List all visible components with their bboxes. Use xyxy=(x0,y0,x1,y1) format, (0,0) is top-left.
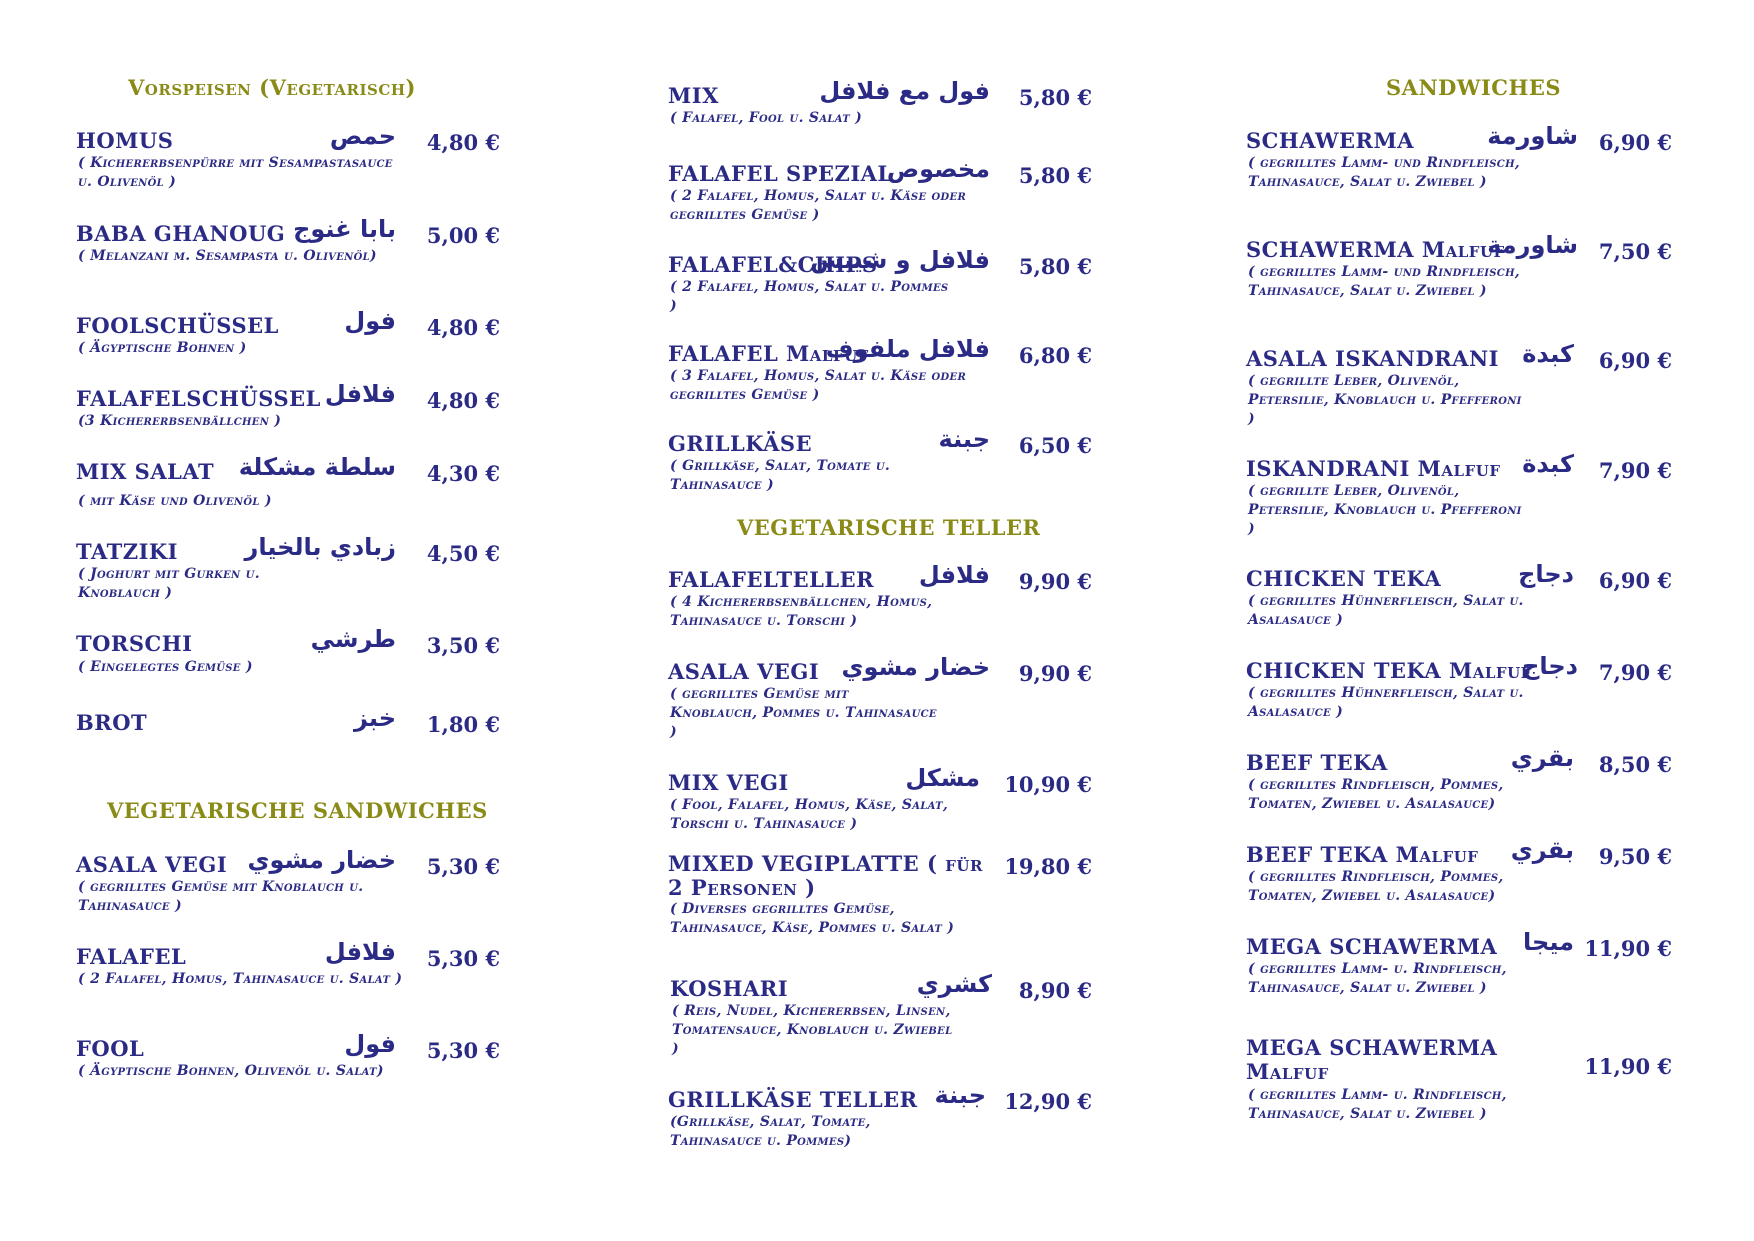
item-price: 5,80 € xyxy=(1018,85,1092,110)
item-description: ( gegrilltes Lamm- und Rindfleisch, Tahinasauce, Salat u. Zwiebel ) xyxy=(1248,155,1520,190)
item-description: ( Grillkäse, Salat, Tomate u. Tahinasauce ) xyxy=(670,458,891,493)
item-name: HOMUS xyxy=(76,128,174,153)
item-price: 8,50 € xyxy=(1598,752,1672,777)
item-name: ASALA VEGI xyxy=(668,659,820,684)
item-price: 6,90 € xyxy=(1598,348,1672,373)
item-price: 6,90 € xyxy=(1598,130,1672,155)
item-name: MEGA SCHAWERMA Malfuf xyxy=(1246,1035,1498,1084)
item-price: 4,50 € xyxy=(426,541,500,566)
item-description: ( 3 Falafel, Homus, Salat u. Käse oder gegrilltes Gemüse ) xyxy=(670,368,967,403)
item-name: FALAFEL&CHIPS xyxy=(668,252,878,277)
item-arabic-name: مخصوص xyxy=(886,155,990,183)
item-description: ( gegrilltes Rindfleisch, Pommes, Tomaten, Zwiebel u. Asalasauce) xyxy=(1248,869,1504,904)
item-description: ( gegrillte Leber, Olivenöl, Petersilie, Knoblauch u. Pfefferoni ) xyxy=(1248,483,1522,537)
item-arabic-name: بابا غنوج xyxy=(293,215,396,243)
item-description: (Grillkäse, Salat, Tomate, Tahinasauce u. Pommes) xyxy=(670,1114,871,1149)
item-price: 5,80 € xyxy=(1018,163,1092,188)
item-arabic-name: جبنة xyxy=(938,425,990,453)
item-price: 12,90 € xyxy=(1004,1089,1092,1114)
item-arabic-name: دجاج xyxy=(1518,560,1574,588)
item-arabic-name: خبز xyxy=(353,704,396,732)
item-price: 7,90 € xyxy=(1598,660,1672,685)
item-name: SCHAWERMA xyxy=(1246,128,1415,153)
item-arabic-name: فلافل xyxy=(918,561,990,589)
item-price: 6,90 € xyxy=(1598,568,1672,593)
item-description: ( Joghurt mit Gurken u. Knoblauch ) xyxy=(78,566,260,601)
item-price: 9,50 € xyxy=(1598,844,1672,869)
item-name: FALAFEL xyxy=(76,944,187,969)
item-name: FALAFELTELLER xyxy=(668,567,875,592)
item-name: BABA GHANOUG xyxy=(76,221,286,246)
item-price: 7,90 € xyxy=(1598,458,1672,483)
item-arabic-name: دجاج xyxy=(1522,652,1578,680)
item-description: ( gegrilltes Gemüse mit Knoblauch u. Tahinasauce ) xyxy=(78,879,364,914)
item-description: ( 4 Kichererbsenbällchen, Homus, Tahinasauce u. Torschi ) xyxy=(670,594,933,629)
item-name: MIX VEGI xyxy=(668,770,789,795)
item-name: TORSCHI xyxy=(76,631,193,656)
item-name: FALAFEL Malfuf xyxy=(668,341,869,366)
item-arabic-name: فول xyxy=(344,307,396,335)
item-name: GRILLKÄSE TELLER xyxy=(668,1087,918,1112)
item-price: 4,80 € xyxy=(426,315,500,340)
item-arabic-name: بقري xyxy=(1510,836,1574,864)
item-arabic-name: كشري xyxy=(916,970,992,998)
item-description: ( gegrilltes Rindfleisch, Pommes, Tomaten, Zwiebel u. Asalasauce) xyxy=(1248,777,1504,812)
item-price: 9,90 € xyxy=(1018,661,1092,686)
item-arabic-name: سلطة مشكلة xyxy=(238,453,396,481)
section-heading-sandwiches: SANDWICHES xyxy=(1386,75,1561,100)
item-name: ISKANDRANI Malfuf xyxy=(1246,456,1501,481)
item-arabic-name: فول xyxy=(344,1030,396,1058)
item-price: 5,00 € xyxy=(426,223,500,248)
item-price: 4,80 € xyxy=(426,388,500,413)
item-description: ( gegrilltes Lamm- u. Rindfleisch, Tahinasauce, Salat u. Zwiebel ) xyxy=(1248,1087,1507,1122)
item-arabic-name: خضار مشوي xyxy=(247,846,396,874)
item-description: ( gegrillte Leber, Olivenöl, Petersilie, Knoblauch u. Pfefferoni ) xyxy=(1248,373,1522,427)
item-price: 5,30 € xyxy=(426,1038,500,1063)
item-price: 7,50 € xyxy=(1598,239,1672,264)
item-name: TATZIKI xyxy=(76,539,178,564)
item-description: ( Fool, Falafel, Homus, Käse, Salat, Torschi u. Tahinasauce ) xyxy=(670,797,949,832)
item-description: ( gegrilltes Hühnerfleisch, Salat u. Asalasauce ) xyxy=(1248,593,1524,628)
item-description: (3 Kichererbsenbällchen ) xyxy=(78,413,282,429)
item-arabic-name: ميجا xyxy=(1523,928,1574,956)
item-description: ( gegrilltes Gemüse mit Knoblauch, Pommes u. Tahinasauce ) xyxy=(670,686,937,740)
item-name: BROT xyxy=(76,710,148,735)
item-price: 10,90 € xyxy=(1004,772,1092,797)
item-description: ( Melanzani m. Sesampasta u. Olivenöl) xyxy=(78,248,377,264)
item-name: FALAFELSCHÜSSEL xyxy=(76,386,321,411)
item-description: ( 2 Falafel, Homus, Salat u. Käse oder gegrilltes Gemüse ) xyxy=(670,188,967,223)
item-name: MIX xyxy=(668,83,719,108)
item-arabic-name: حمص xyxy=(329,122,396,150)
item-name: MEGA SCHAWERMA xyxy=(1246,934,1498,959)
item-name: SCHAWERMA Malfuf xyxy=(1246,237,1505,262)
item-description: ( gegrilltes Hühnerfleisch, Salat u. Asalasauce ) xyxy=(1248,685,1524,720)
item-description: ( Ägyptische Bohnen, Olivenöl u. Salat) xyxy=(78,1063,384,1079)
item-name: MIXED VEGIPLATTE ( für 2 Personen ) xyxy=(668,851,983,900)
item-price: 5,30 € xyxy=(426,946,500,971)
item-price: 11,90 € xyxy=(1584,936,1672,961)
item-price: 6,80 € xyxy=(1018,343,1092,368)
item-arabic-name: بقري xyxy=(1510,744,1574,772)
item-name: FOOL xyxy=(76,1036,145,1061)
item-name: FOOLSCHÜSSEL xyxy=(76,313,279,338)
item-price: 1,80 € xyxy=(426,712,500,737)
item-arabic-name: مشكل xyxy=(905,764,980,792)
item-arabic-name: خضار مشوي xyxy=(841,653,990,681)
item-arabic-name: زبادي بالخيار xyxy=(244,533,396,561)
item-description: ( Eingelegtes Gemüse ) xyxy=(78,659,253,675)
item-description: ( Kichererbsenpürre mit Sesampastasauce u. Olivenöl ) xyxy=(78,155,393,190)
item-arabic-name: كبدة xyxy=(1522,340,1574,368)
item-name: GRILLKÄSE xyxy=(668,431,813,456)
item-name: ASALA VEGI xyxy=(76,852,228,877)
item-description: ( Ägyptische Bohnen ) xyxy=(78,340,247,356)
item-description: ( gegrilltes Lamm- u. Rindfleisch, Tahinasauce, Salat u. Zwiebel ) xyxy=(1248,961,1507,996)
item-price: 5,80 € xyxy=(1018,254,1092,279)
item-description: ( mit Käse und Olivenöl ) xyxy=(78,493,272,509)
item-description: ( Reis, Nudel, Kichererbsen, Linsen, Tomatensauce, Knoblauch u. Zwiebel ) xyxy=(672,1003,953,1057)
item-name: BEEF TEKA xyxy=(1246,750,1388,775)
item-arabic-name: كبدة xyxy=(1522,450,1574,478)
item-name: KOSHARI xyxy=(670,976,789,1001)
item-name: CHICKEN TEKA xyxy=(1246,566,1442,591)
item-name: ASALA ISKANDRANI xyxy=(1246,346,1499,371)
item-name: BEEF TEKA Malfuf xyxy=(1246,842,1479,867)
item-description: ( gegrilltes Lamm- und Rindfleisch, Tahinasauce, Salat u. Zwiebel ) xyxy=(1248,264,1520,299)
item-price: 8,90 € xyxy=(1018,978,1092,1003)
item-name: FALAFEL SPEZIAL xyxy=(668,161,893,186)
item-price: 5,30 € xyxy=(426,854,500,879)
item-description: ( 2 Falafel, Homus, Tahinasauce u. Salat ) xyxy=(78,971,403,987)
item-price: 3,50 € xyxy=(426,633,500,658)
item-price: 4,30 € xyxy=(426,461,500,486)
item-arabic-name: جبنة xyxy=(934,1081,986,1109)
item-arabic-name: فول مع فلافل xyxy=(819,77,990,105)
item-name: MIX SALAT xyxy=(76,459,215,484)
item-price: 6,50 € xyxy=(1018,433,1092,458)
item-arabic-name: فلافل xyxy=(324,938,396,966)
item-arabic-name: طرشي xyxy=(310,625,396,653)
item-price: 9,90 € xyxy=(1018,569,1092,594)
item-description: ( 2 Falafel, Homus, Salat u. Pommes ) xyxy=(670,279,949,314)
item-arabic-name: شاورمة xyxy=(1487,231,1578,259)
item-price: 19,80 € xyxy=(1004,854,1092,879)
item-price: 11,90 € xyxy=(1584,1054,1672,1079)
item-arabic-name: فلافل ملفوف xyxy=(825,335,990,363)
item-description: ( Diverses gegrilltes Gemüse, Tahinasauce, Käse, Pommes u. Salat ) xyxy=(670,901,955,936)
section-heading-vegetarische-sandwiches: VEGETARISCHE SANDWICHES xyxy=(107,798,488,823)
item-description: ( Falafel, Fool u. Salat ) xyxy=(670,110,863,126)
section-heading-vegetarische-teller: VEGETARISCHE TELLER xyxy=(737,515,1041,540)
item-arabic-name: فلافل xyxy=(324,380,396,408)
item-name: CHICKEN TEKA Malfuf xyxy=(1246,658,1532,683)
item-arabic-name: شاورمة xyxy=(1487,122,1578,150)
item-price: 4,80 € xyxy=(426,130,500,155)
item-arabic-name: فلافل و شيبس xyxy=(810,246,990,274)
section-heading-vorspeisen: Vorspeisen (Vegetarisch) xyxy=(128,75,416,100)
